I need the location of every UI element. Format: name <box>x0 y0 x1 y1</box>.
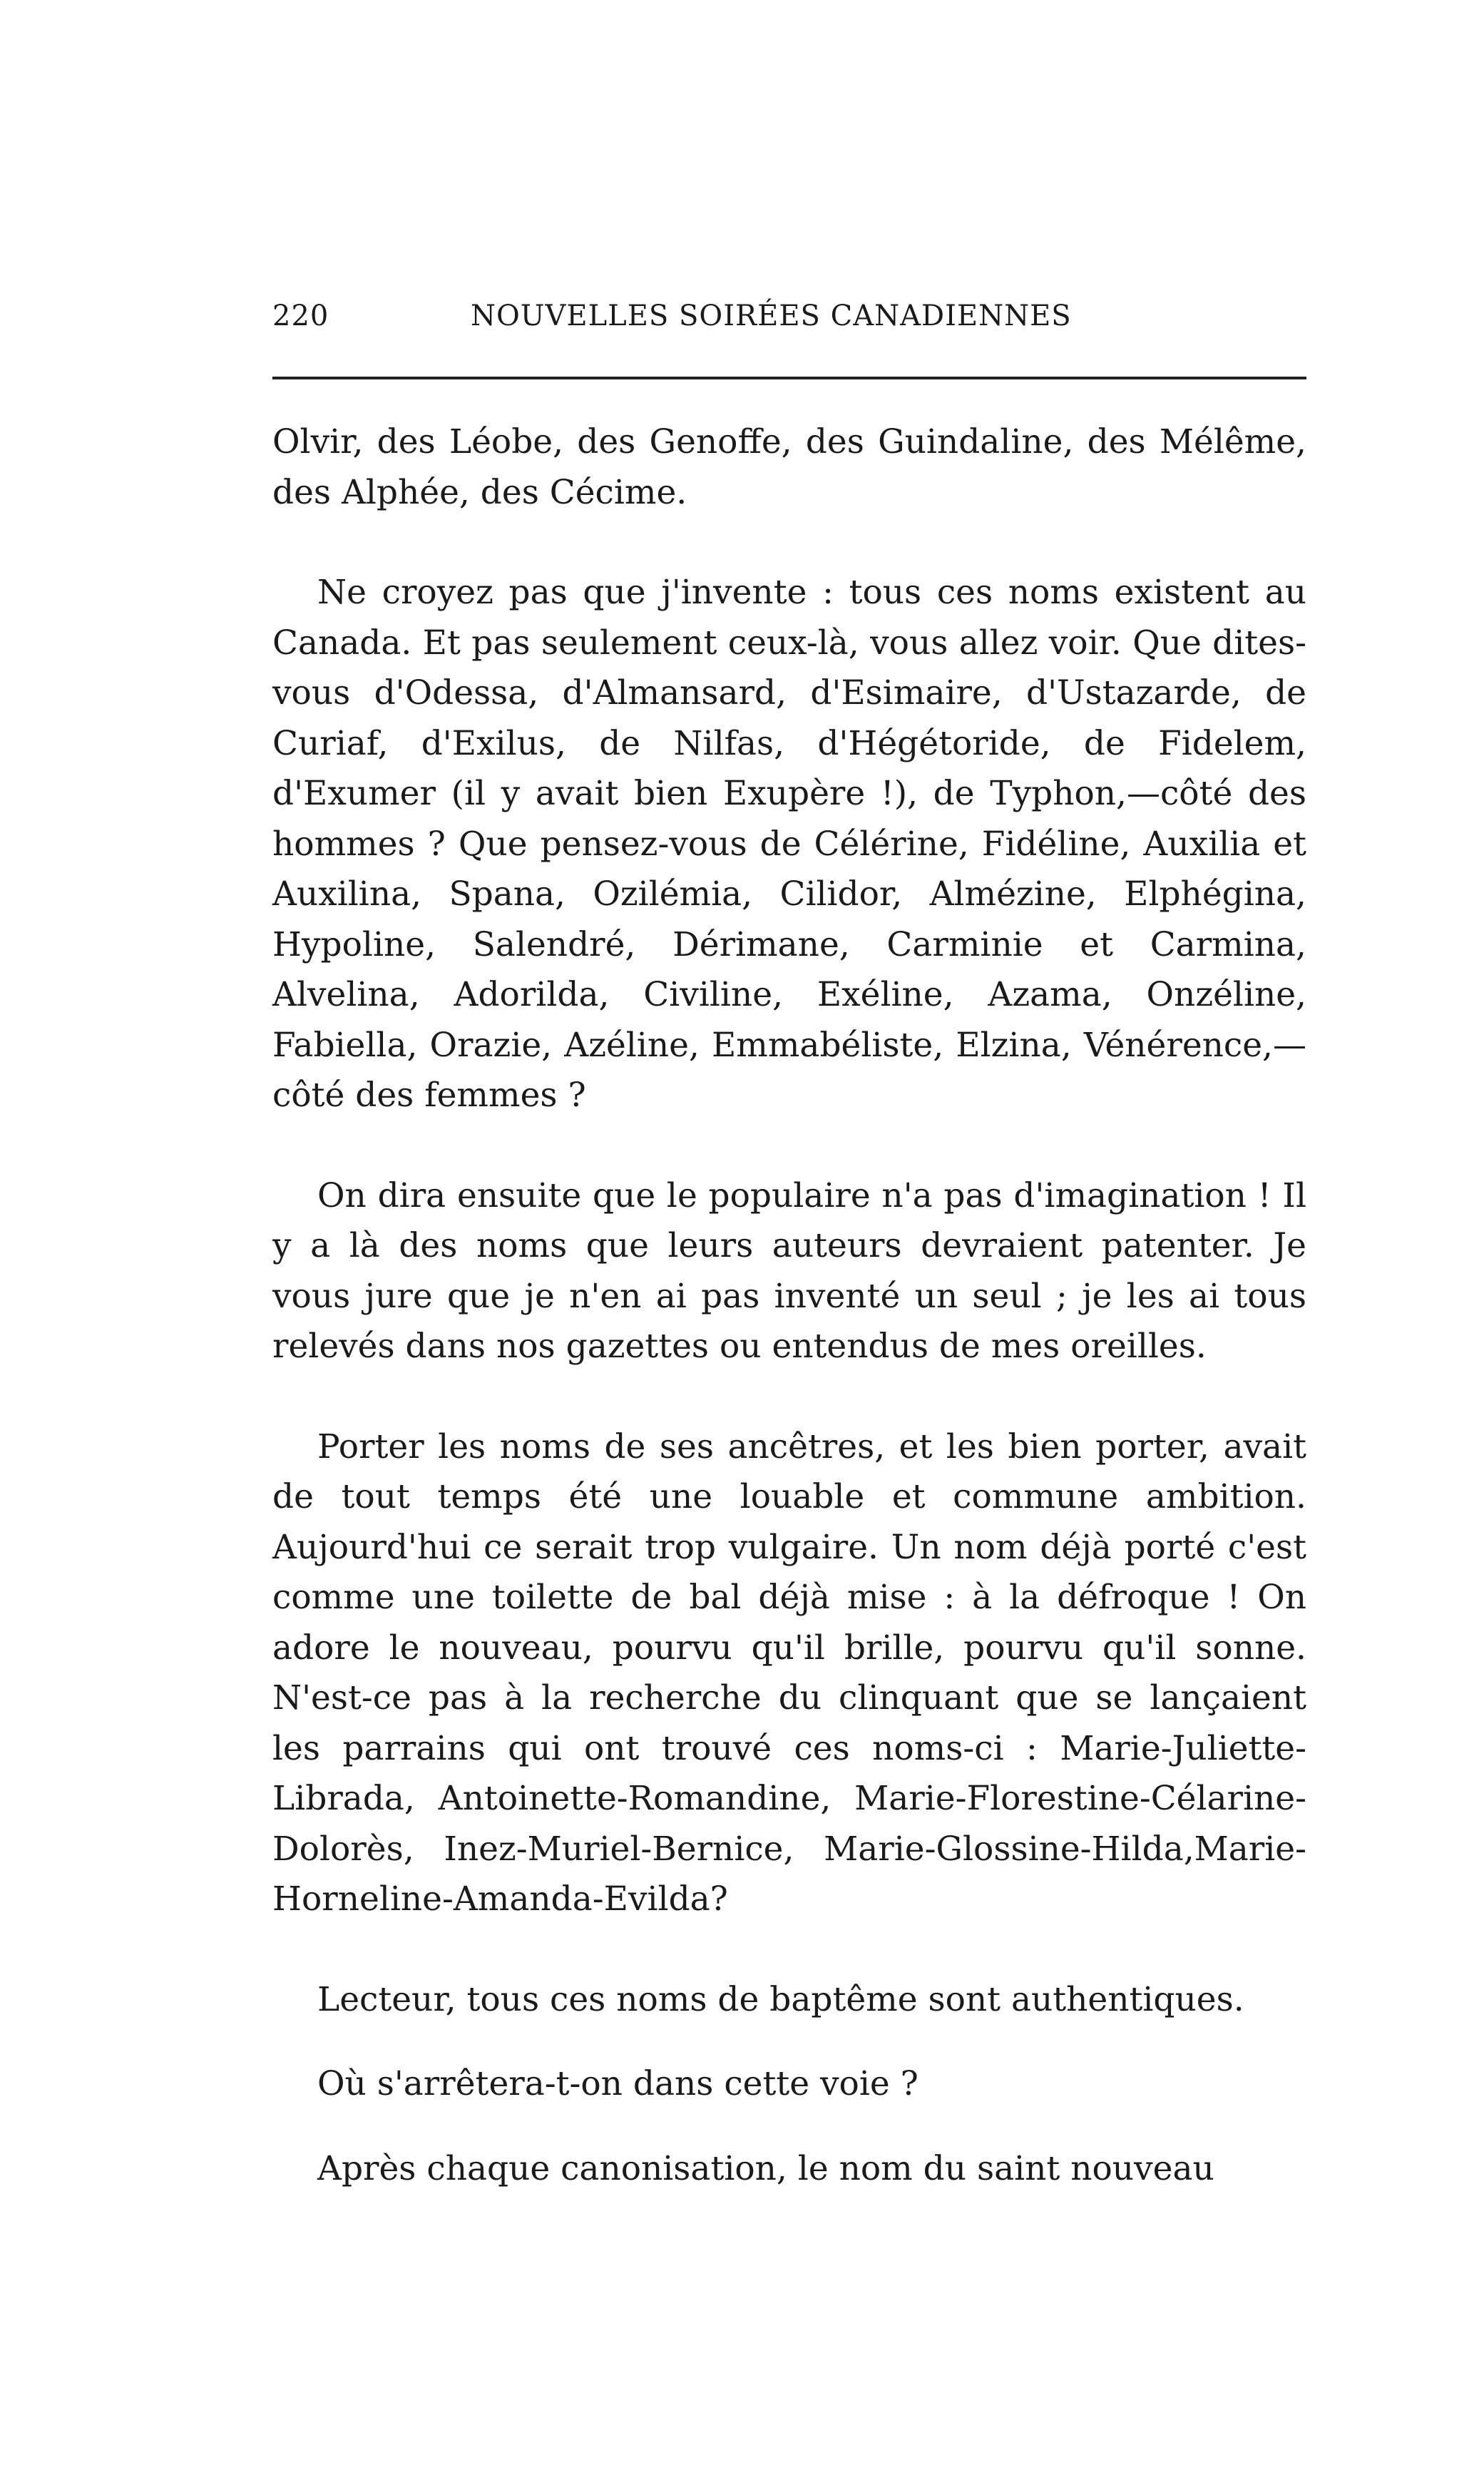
paragraph: Ne croyez pas que j'invente : tous ces noms existent au Canada. Et pas seulement ceux-là, vous allez voir. Que dites-vous d'Odessa, d'Almansard, d'Esimaire, d'Ustazarde, de Curiaf, d'Exilus, de Nilfas, d'Hégétoride, de Fidelem, d'Exumer (il y avait bien Exupère !), de Typhon,—côté des hommes ? Que pensez-vous de Célérine, Fidéline, Auxilia et Auxilina, Spana, Ozilémia, Cilidor, Almézine, Elphégina, Hypoline, Salendré, Dérimane, Carminie et Carmina, Alvelina, Adorilda, Civiline, Exéline, Azama, Onzéline, Fabiella, Orazie, Azéline, Emmabéliste, Elzina, Vénérence,—côté des femmes ? <box>272 573 1306 1115</box>
running-title: NOUVELLES SOIRÉES CANADIENNES <box>471 300 1072 332</box>
paragraph: Lecteur, tous ces noms de baptême sont authentiques. <box>317 1979 1244 2019</box>
running-head <box>272 300 1306 342</box>
header-rule <box>272 377 1306 379</box>
page-number: 220 <box>272 300 329 332</box>
body-text <box>272 417 1306 2194</box>
paragraph: Où s'arrêtera-t-on dans cette voie ? <box>317 2064 918 2103</box>
paragraph: Olvir, des Léobe, des Genoffe, des Guindaline, des Mélême, des Alphée, des Cécime. <box>272 422 1306 512</box>
paragraph: Porter les noms de ses ancêtres, et les bien porter, avait de tout temps été une louable et commune ambition. Aujourd'hui ce serait trop vulgaire. Un nom déjà porté c'est comme une toilette de bal déjà mise : à la défroque ! On adore le nouveau, pourvu qu'il brille, pourvu qu'il sonne. N'est-ce pas à la recherche du clinquant que se lançaient les parrains qui ont trouvé ces noms-ci : Marie-Juliette-Librada, Antoinette-Romandine, Marie-Florestine-Célarine-Dolorès, Inez-Muriel-Bernice, Marie-Glossine-Hilda,Marie-Horneline-Amanda-Evilda? <box>272 1427 1306 1919</box>
paragraph: On dira ensuite que le populaire n'a pas d'imagination ! Il y a là des noms que leurs auteurs devraient patenter. Je vous jure que je n'en ai pas inventé un seul ; je les ai tous relevés dans nos gazettes ou entendus de mes oreilles. <box>272 1175 1306 1366</box>
paragraph: Après chaque canonisation, le nom du saint nouveau <box>317 2148 1214 2188</box>
